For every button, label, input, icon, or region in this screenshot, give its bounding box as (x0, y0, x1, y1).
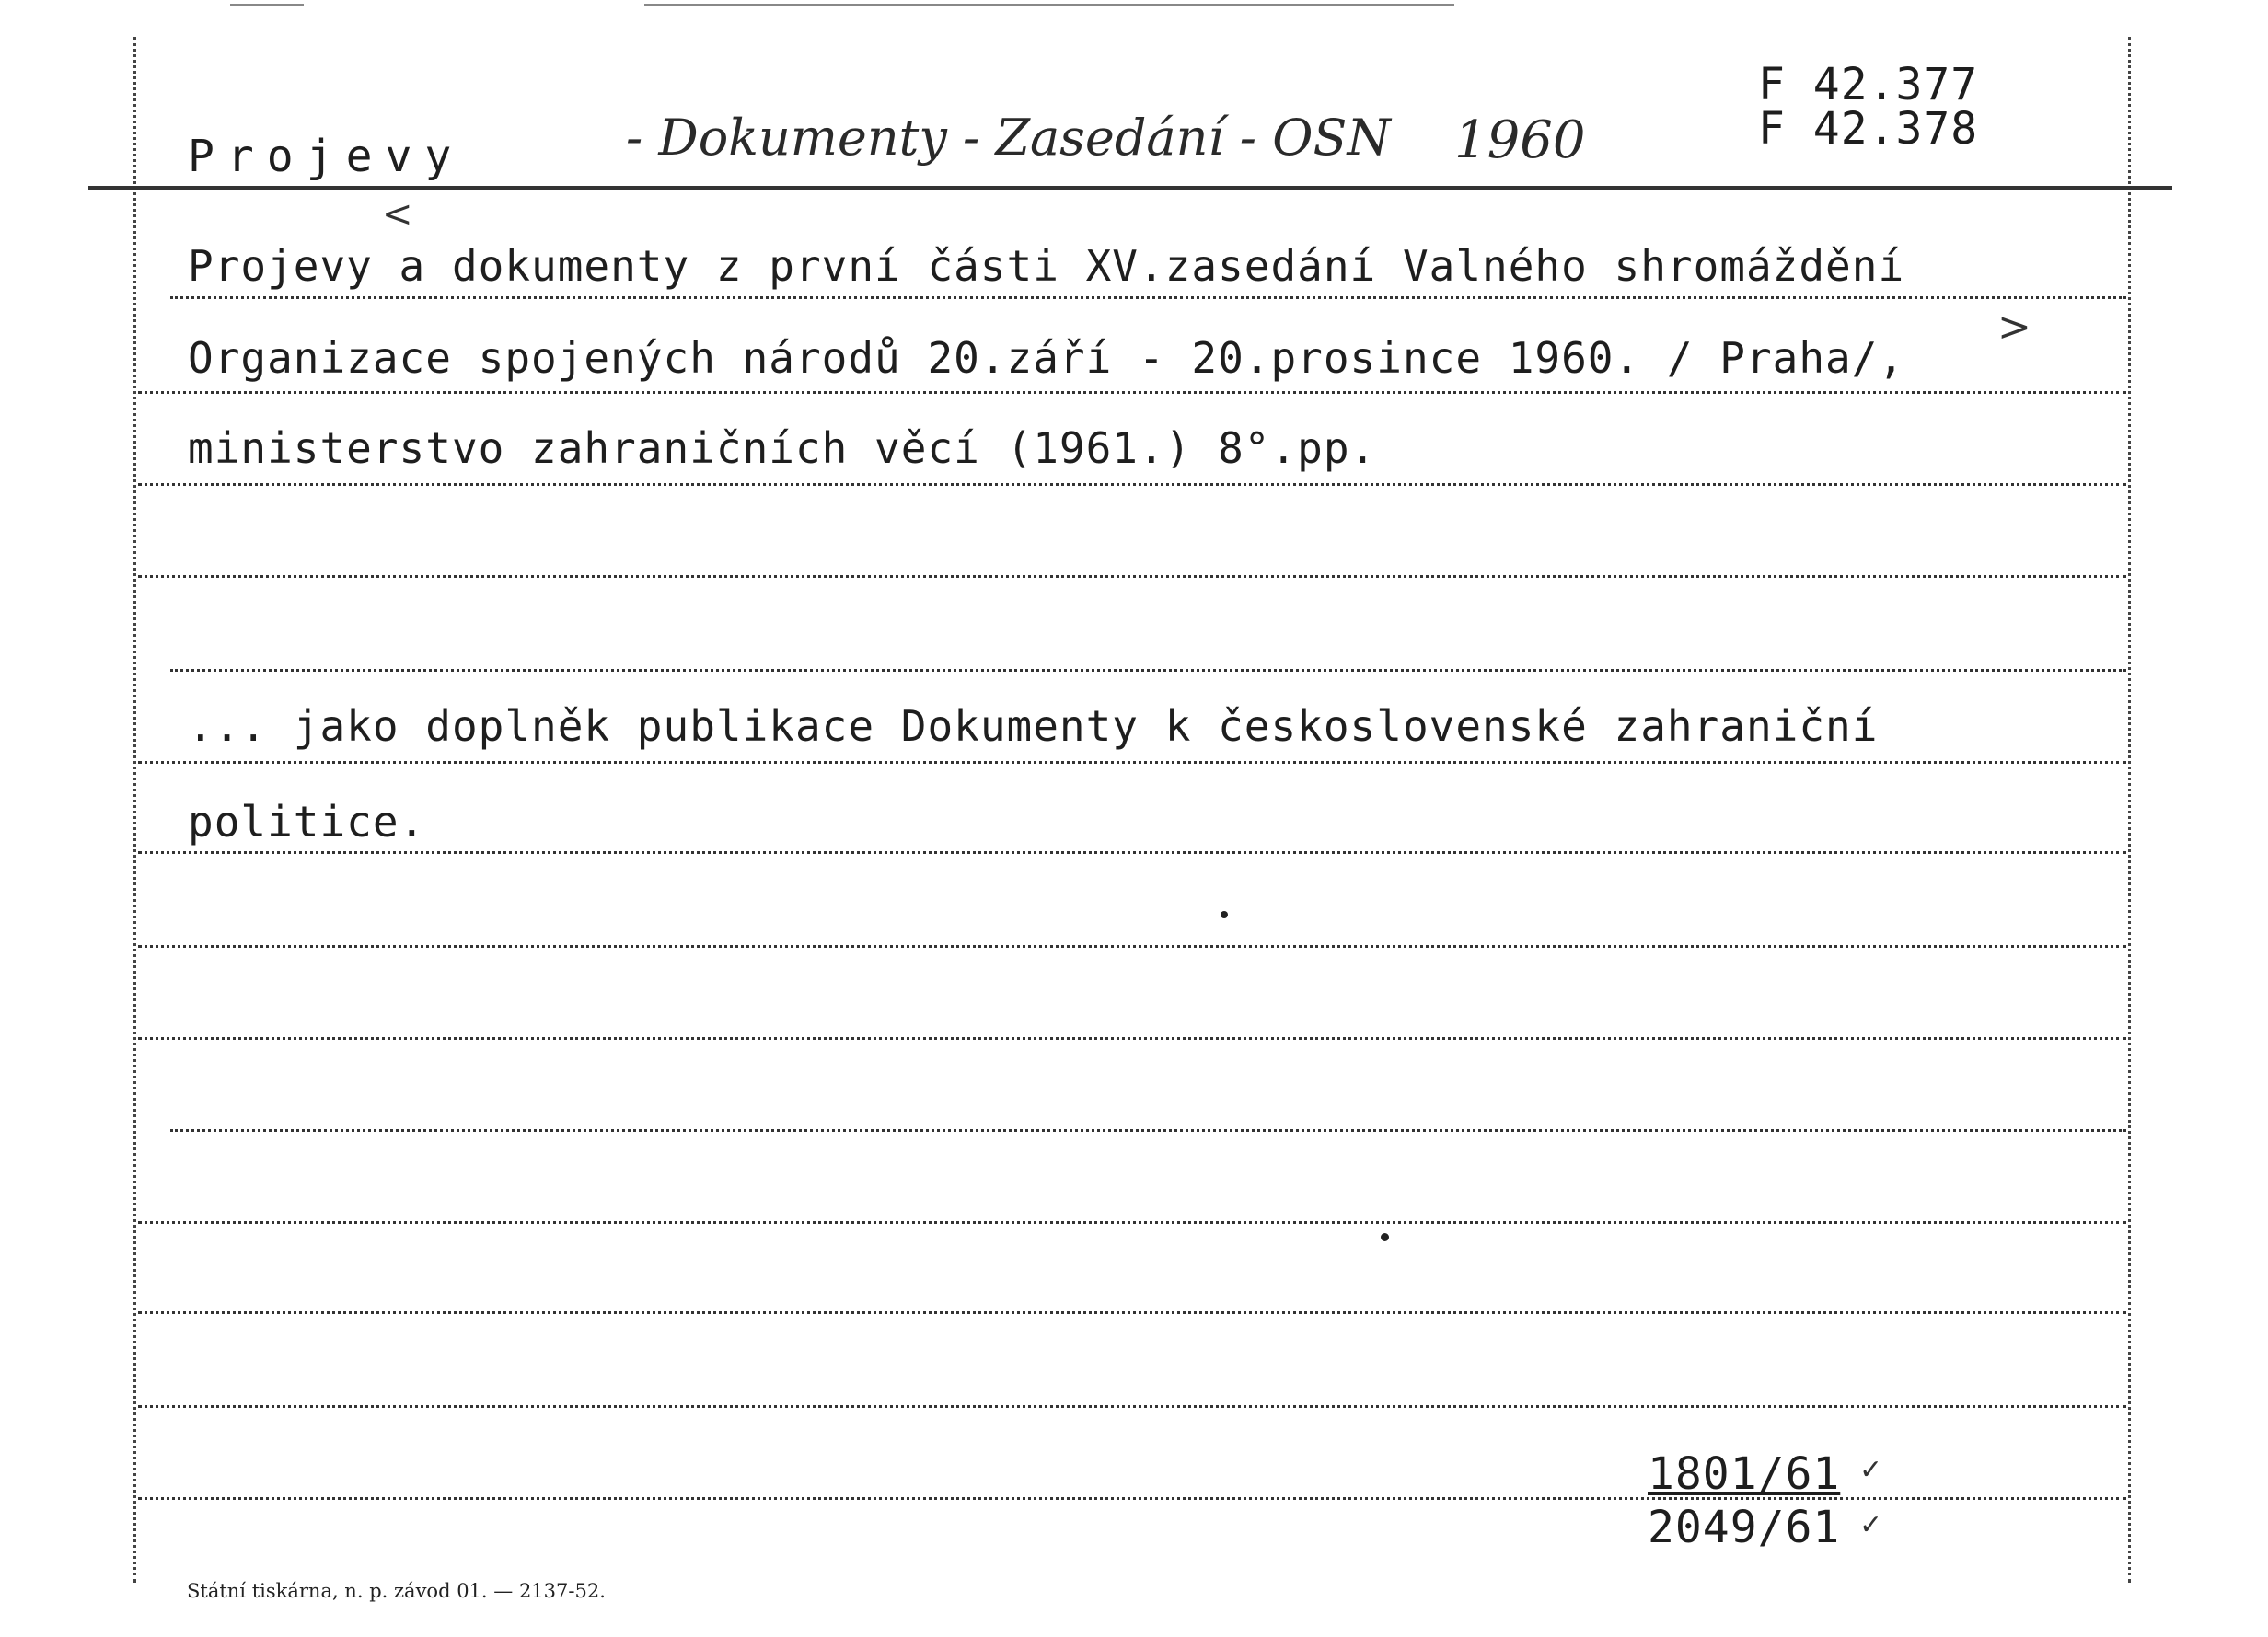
handwritten-year: 1960 (1454, 110, 1586, 170)
ruled-line (138, 761, 2126, 764)
accession-number-2: 2049/61 (1648, 1502, 1841, 1553)
note-line-1: ... jako doplněk publikace Dokumenty k československé zahraniční (188, 701, 1879, 751)
right-border (2128, 37, 2131, 1583)
insertion-mark: < (382, 193, 413, 236)
ruled-line (138, 945, 2126, 948)
ruled-line (170, 296, 2126, 299)
left-border (133, 37, 136, 1583)
ruled-line (138, 1037, 2126, 1040)
ink-dot (1221, 911, 1228, 918)
ruled-line (138, 1221, 2126, 1224)
check-mark: ✓ (1859, 1509, 1883, 1541)
ruled-line (138, 391, 2126, 394)
call-number-2: F 42.378 (1758, 103, 1979, 155)
ruled-line (138, 575, 2126, 578)
top-mark (230, 4, 304, 6)
description-line-3: ministerstvo zahraničních věcí (1961.) 8°.pp. (188, 423, 1377, 473)
description-line-1: Projevy a dokumenty z první části XV.zasedání Valného shromáždění (188, 241, 1905, 291)
card-heading: Projevy (188, 131, 465, 182)
accession-number-1: 1801/61 (1648, 1448, 1841, 1500)
note-line-2: politice. (188, 797, 426, 847)
ink-dot (1381, 1233, 1389, 1241)
call-number-1: F 42.377 (1758, 59, 1979, 110)
description-line-2: Organizace spojených národů 20.září - 20.prosince 1960. / Praha/, (188, 333, 1905, 383)
ruled-line (138, 1311, 2126, 1314)
ruled-line (138, 1405, 2126, 1408)
top-mark (644, 4, 1454, 6)
handwritten-subject: - Dokumenty - Zasedání - OSN (626, 109, 1391, 167)
printer-imprint: Státní tiskárna, n. p. závod 01. — 2137-52. (187, 1580, 606, 1602)
ruled-line (138, 851, 2126, 854)
insertion-mark: > (1997, 304, 2031, 351)
ruled-line (170, 1129, 2126, 1132)
heading-rule (88, 186, 2172, 190)
check-mark: ✓ (1859, 1454, 1883, 1486)
ruled-line (170, 669, 2126, 672)
ruled-line (138, 483, 2126, 486)
